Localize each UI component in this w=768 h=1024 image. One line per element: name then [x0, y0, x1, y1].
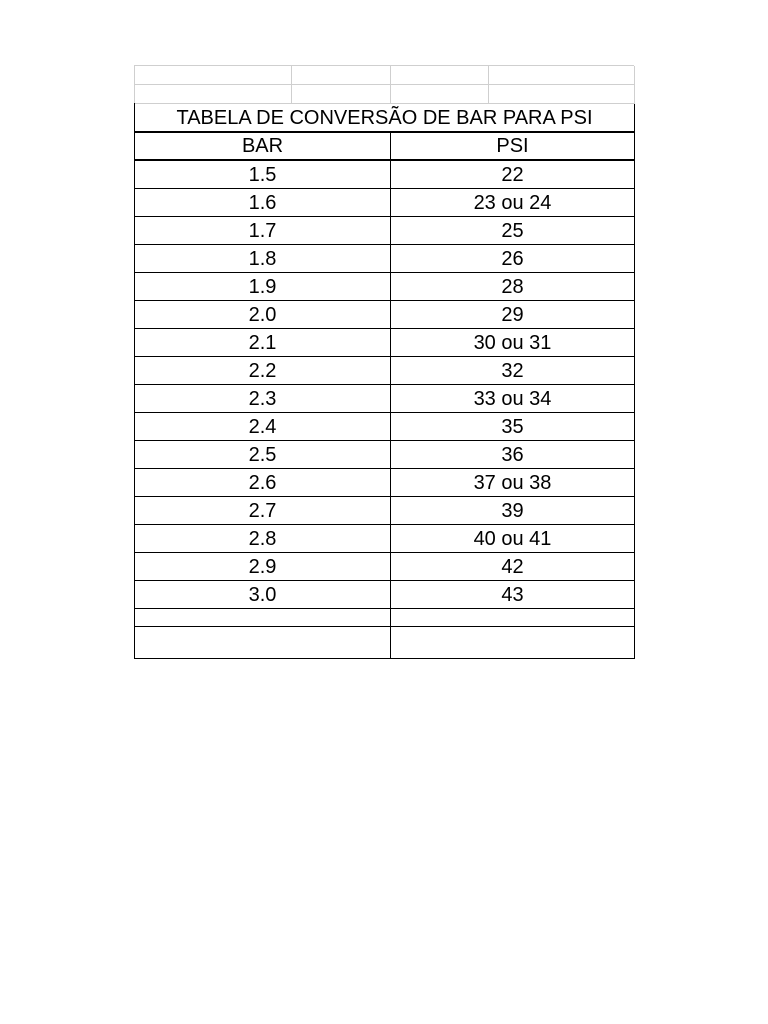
grid-cell: [135, 66, 292, 85]
table-row: [135, 553, 635, 581]
psi-value: 42: [391, 553, 635, 581]
bar-value: 2.6: [135, 469, 391, 497]
bar-value: 2.0: [135, 301, 391, 329]
psi-value: 32: [391, 357, 635, 385]
psi-value: 33 ou 34: [391, 385, 635, 413]
table-row: [135, 469, 635, 497]
table-row: [135, 497, 635, 525]
table-row: [135, 329, 635, 357]
header-row: [135, 132, 635, 160]
table-row: [135, 245, 635, 273]
table-row: [135, 217, 635, 245]
table-row: [135, 525, 635, 553]
bar-value: 2.7: [135, 497, 391, 525]
psi-value: 40 ou 41: [391, 525, 635, 553]
empty-cell: [391, 627, 635, 659]
grid-cell: [292, 66, 391, 85]
conversion-table: [134, 103, 635, 659]
psi-value: 25: [391, 217, 635, 245]
grid-cell: [489, 66, 635, 85]
psi-value: 36: [391, 441, 635, 469]
table-row: [135, 189, 635, 217]
table-row: [135, 385, 635, 413]
grid-cell: [489, 85, 635, 104]
title-row: [135, 104, 635, 133]
table-title: TABELA DE CONVERSÃO DE BAR PARA PSI: [135, 104, 635, 133]
table-row: [135, 441, 635, 469]
bar-value: 1.7: [135, 217, 391, 245]
bar-value: 1.8: [135, 245, 391, 273]
header-psi: PSI: [391, 132, 635, 160]
psi-value: 29: [391, 301, 635, 329]
psi-value: 30 ou 31: [391, 329, 635, 357]
psi-value: 39: [391, 497, 635, 525]
table-row: [135, 357, 635, 385]
psi-value: 28: [391, 273, 635, 301]
bar-value: 2.4: [135, 413, 391, 441]
psi-value: 26: [391, 245, 635, 273]
psi-value: 43: [391, 581, 635, 609]
psi-value: 37 ou 38: [391, 469, 635, 497]
table-row: [135, 301, 635, 329]
psi-value: 23 ou 24: [391, 189, 635, 217]
header-bar: BAR: [135, 132, 391, 160]
bar-value: 2.3: [135, 385, 391, 413]
grid-cell: [292, 85, 391, 104]
empty-cell: [135, 627, 391, 659]
bar-value: 2.8: [135, 525, 391, 553]
empty-grid-cells: [134, 65, 634, 103]
bar-value: 1.6: [135, 189, 391, 217]
bar-value: 1.5: [135, 160, 391, 189]
bar-value: 2.2: [135, 357, 391, 385]
empty-row: [135, 627, 635, 659]
empty-cell: [135, 609, 391, 627]
empty-cell: [391, 609, 635, 627]
bar-value: 2.9: [135, 553, 391, 581]
bar-value: 2.1: [135, 329, 391, 357]
table-row: [135, 581, 635, 609]
grid-cell: [391, 66, 489, 85]
bar-value: 2.5: [135, 441, 391, 469]
psi-value: 35: [391, 413, 635, 441]
table-row: [135, 160, 635, 189]
grid-cell: [135, 85, 292, 104]
spreadsheet-page: [134, 65, 634, 659]
bar-value: 3.0: [135, 581, 391, 609]
empty-row: [135, 609, 635, 627]
table-row: [135, 273, 635, 301]
bar-value: 1.9: [135, 273, 391, 301]
psi-value: 22: [391, 160, 635, 189]
grid-cell: [391, 85, 489, 104]
table-row: [135, 413, 635, 441]
